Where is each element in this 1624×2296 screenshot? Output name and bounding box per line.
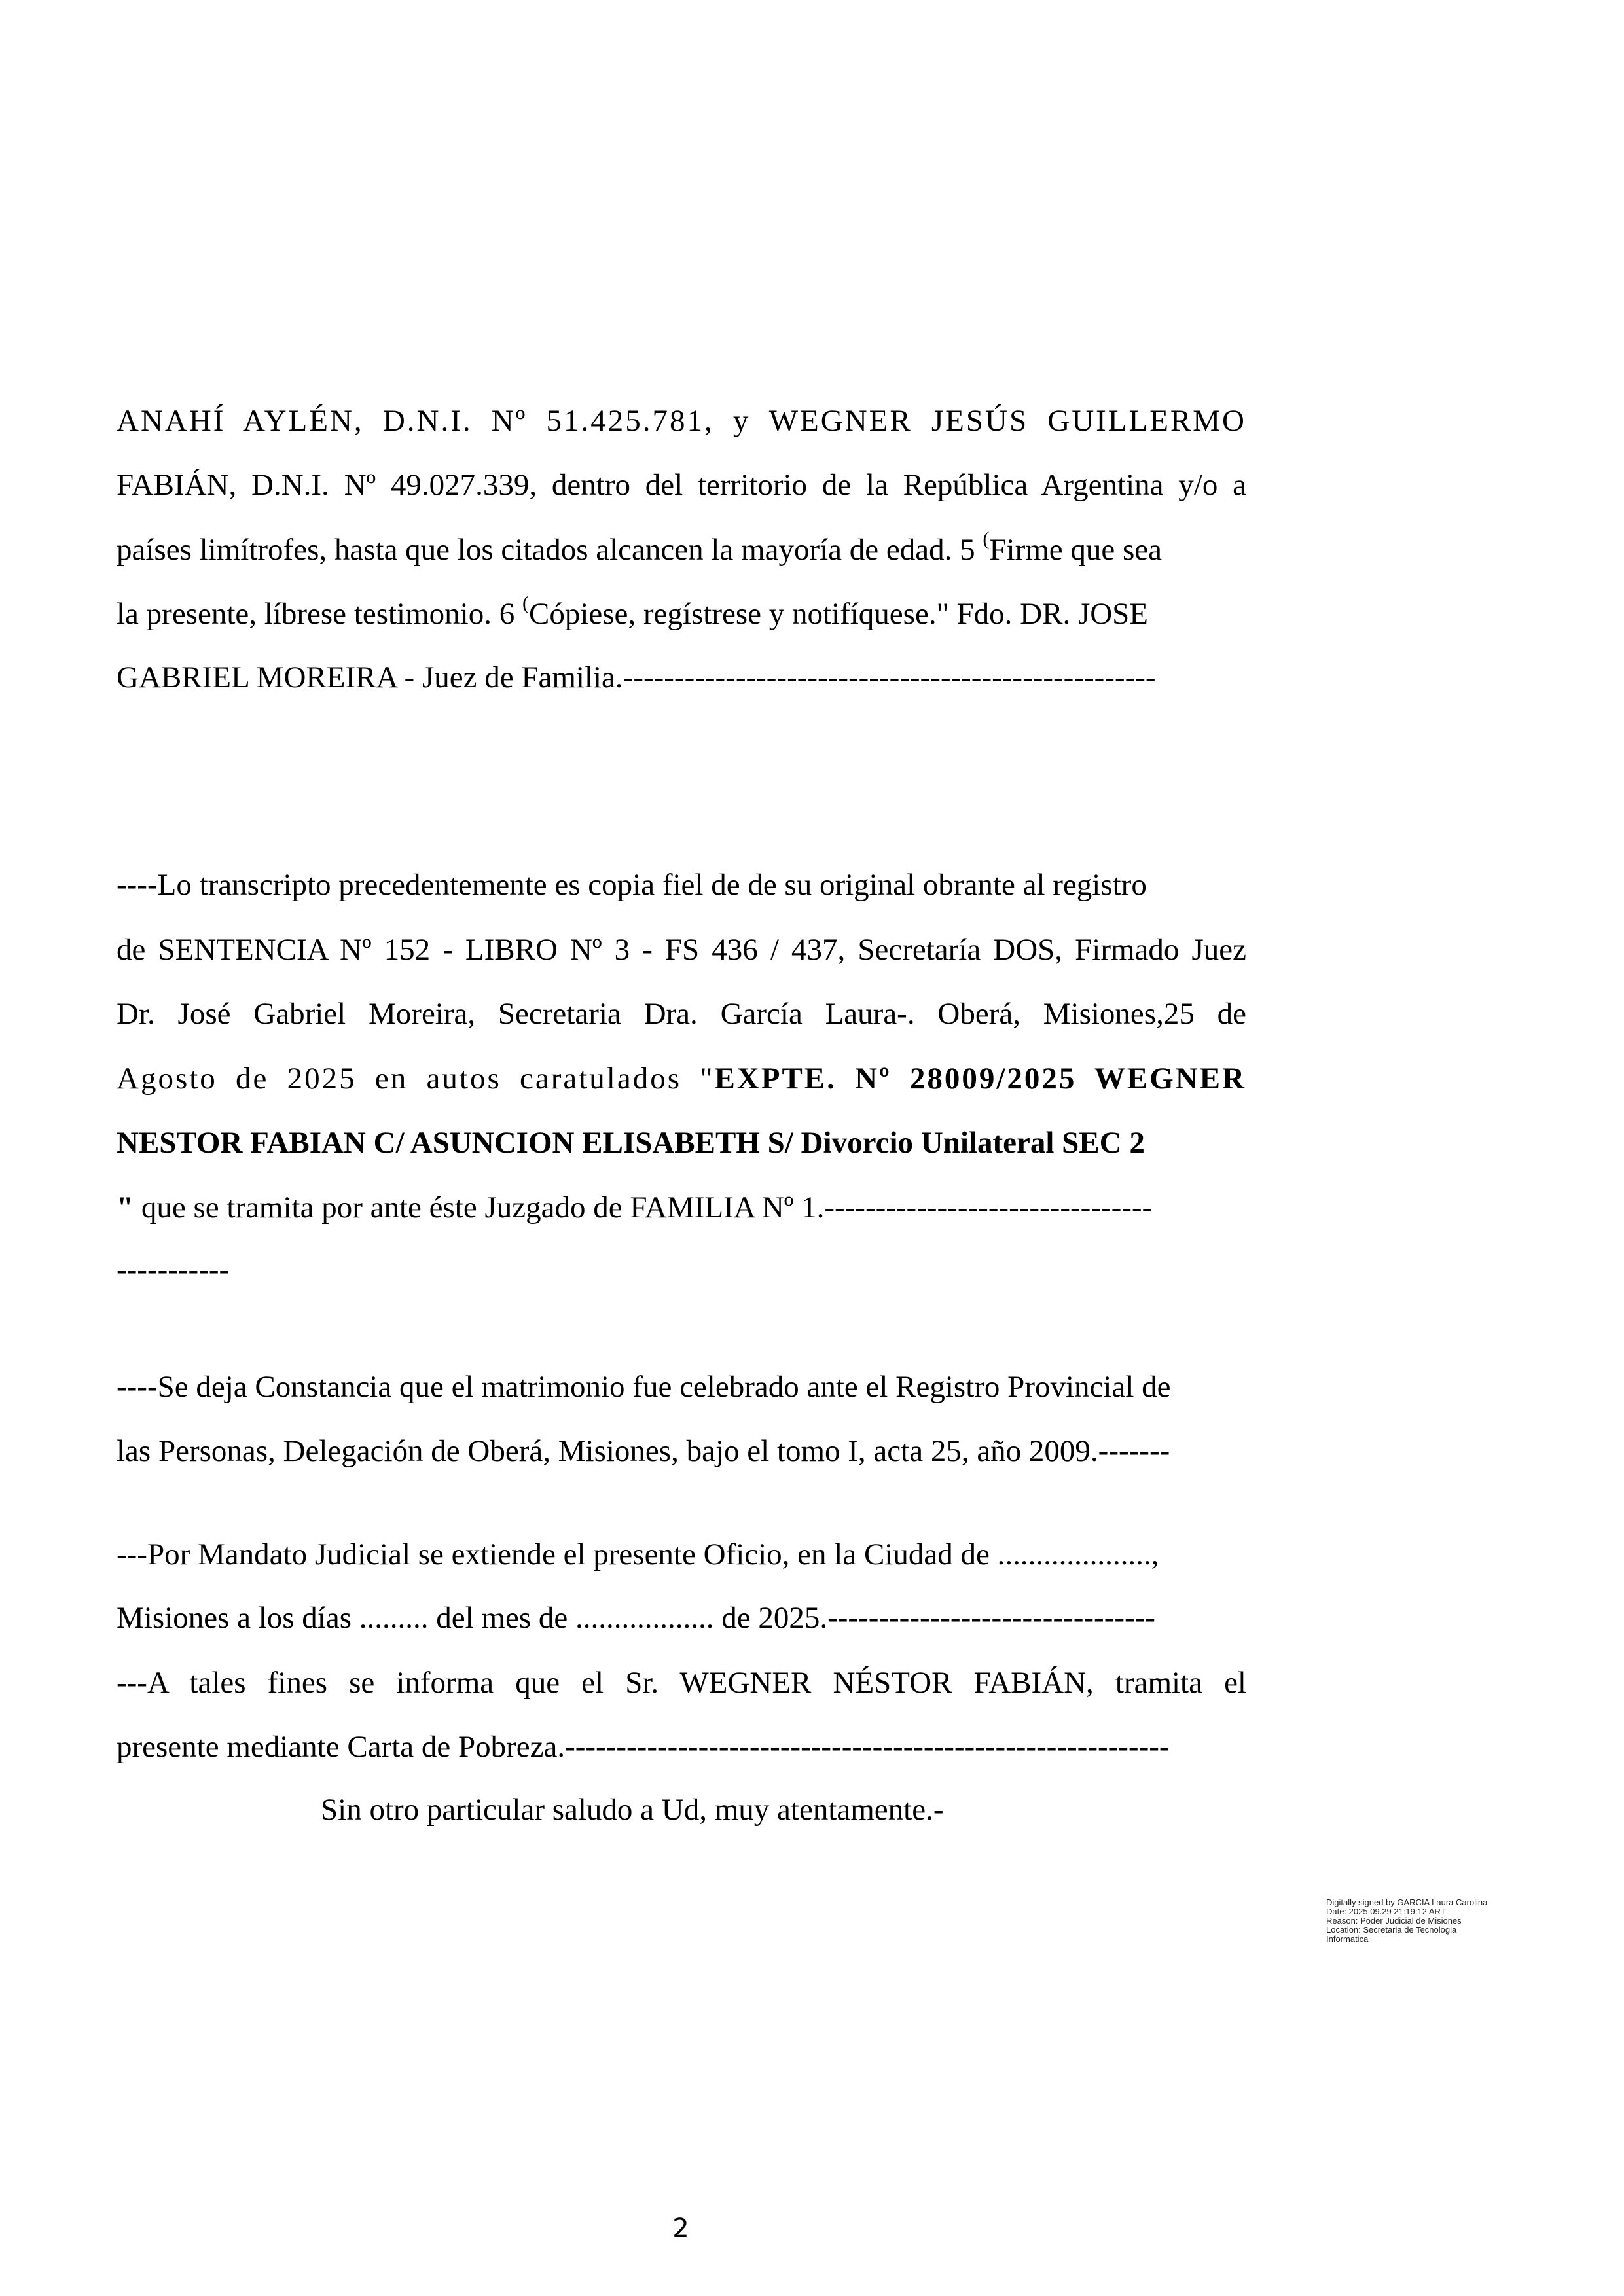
body-line <box>117 1653 1246 1712</box>
closing-line: Sin otro particular saludo a Ud, muy atentamente.- <box>321 1793 944 1827</box>
body-line <box>117 1049 1246 1108</box>
text-run: países limítrofes, hasta que los citados alcancen la mayoría de edad. 5 <box>117 533 975 567</box>
case-title-bold: NESTOR FABIAN C/ ASUNCION ELISABETH S/ Divorcio Unilateral SEC 2 <box>117 1126 1145 1160</box>
digital-signature-stamp <box>1326 1898 1575 1944</box>
text-run: Dr. José Gabriel Moreira, Secretaria Dra. García Laura-. Oberá, Misiones,25 de <box>117 997 1246 1031</box>
text-run: ---Por Mandato Judicial se extiende el presente Oficio, en la Ciudad de ...................., <box>117 1537 1159 1571</box>
body-line <box>117 1717 1246 1776</box>
body-line <box>117 520 1246 579</box>
case-title-bold: EXPTE. Nº 28009/2025 WEGNER <box>714 1062 1246 1096</box>
body-line <box>117 1422 1246 1480</box>
text-run: FABIÁN, D.N.I. Nº 49.027.339, dentro del territorio de la República Argentina y/o a <box>117 468 1246 502</box>
signature-signed-by: Digitally signed by GARCIA Laura Carolina <box>1326 1897 1488 1907</box>
body-line <box>117 984 1246 1043</box>
signature-date: Date: 2025.09.29 21:19:12 ART <box>1326 1907 1446 1916</box>
text-run: ----------- <box>117 1253 230 1287</box>
text-run: la presente, líbrese testimonio. 6 <box>117 597 515 631</box>
body-line <box>117 1588 1246 1647</box>
text-run: Cópiese, regístrese y notifíquese." Fdo. DR. JOSE <box>528 597 1149 631</box>
body-line <box>117 1525 1246 1584</box>
text-run: Misiones a los días ......... del mes de .................. de 2025.-------------------------------- <box>117 1601 1155 1635</box>
body-line <box>117 1357 1246 1416</box>
body-line <box>117 920 1246 979</box>
text-run: ----Lo transcripto precedentemente es copia fiel de de su original obrante al registro <box>117 868 1147 902</box>
body-line <box>117 584 1246 643</box>
page-number: 2 <box>672 2214 689 2244</box>
superscript-mark: ( <box>522 592 529 614</box>
body-line <box>117 1113 1246 1172</box>
superscript-mark: ( <box>983 528 990 550</box>
text-run: ---A tales fines se informa que el Sr. WEGNER NÉSTOR FABIÁN, tramita el <box>117 1666 1246 1700</box>
body-line <box>117 1178 1246 1237</box>
text-run: las Personas, Delegación de Oberá, Misiones, bajo el tomo I, acta 25, año 2009.------- <box>117 1434 1170 1468</box>
body-line <box>117 391 1246 450</box>
body-line <box>117 456 1246 514</box>
signature-location-cont: Informatica <box>1326 1934 1369 1944</box>
signature-reason: Reason: Poder Judicial de Misiones <box>1326 1916 1462 1926</box>
text-run: ANAHÍ AYLÉN, D.N.I. Nº 51.425.781, y WEGNER JESÚS GUILLERMO <box>117 404 1246 438</box>
text-run: GABRIEL MOREIRA - Juez de Familia.---------------------------------------------------- <box>117 660 1156 694</box>
text-run: presente mediante Carta de Pobreza.----------------------------------------------------------- <box>117 1730 1170 1764</box>
text-run: ----Se deja Constancia que el matrimonio fue celebrado ante el Registro Provincial de <box>117 1370 1171 1404</box>
text-run: Agosto de 2025 en autos caratulados " <box>117 1062 715 1096</box>
text-run: que se tramita por ante éste Juzgado de FAMILIA Nº 1.-------------------------------- <box>134 1191 1153 1225</box>
body-line <box>117 648 1246 707</box>
case-title-bold: " <box>117 1191 134 1225</box>
body-line <box>117 855 1246 914</box>
text-run: Firme que sea <box>989 533 1163 567</box>
body-line <box>117 1240 1246 1299</box>
signature-location: Location: Secretaria de Tecnologia <box>1326 1925 1457 1935</box>
text-run: de SENTENCIA Nº 152 - LIBRO Nº 3 - FS 436 / 437, Secretaría DOS, Firmado Juez <box>117 933 1246 967</box>
